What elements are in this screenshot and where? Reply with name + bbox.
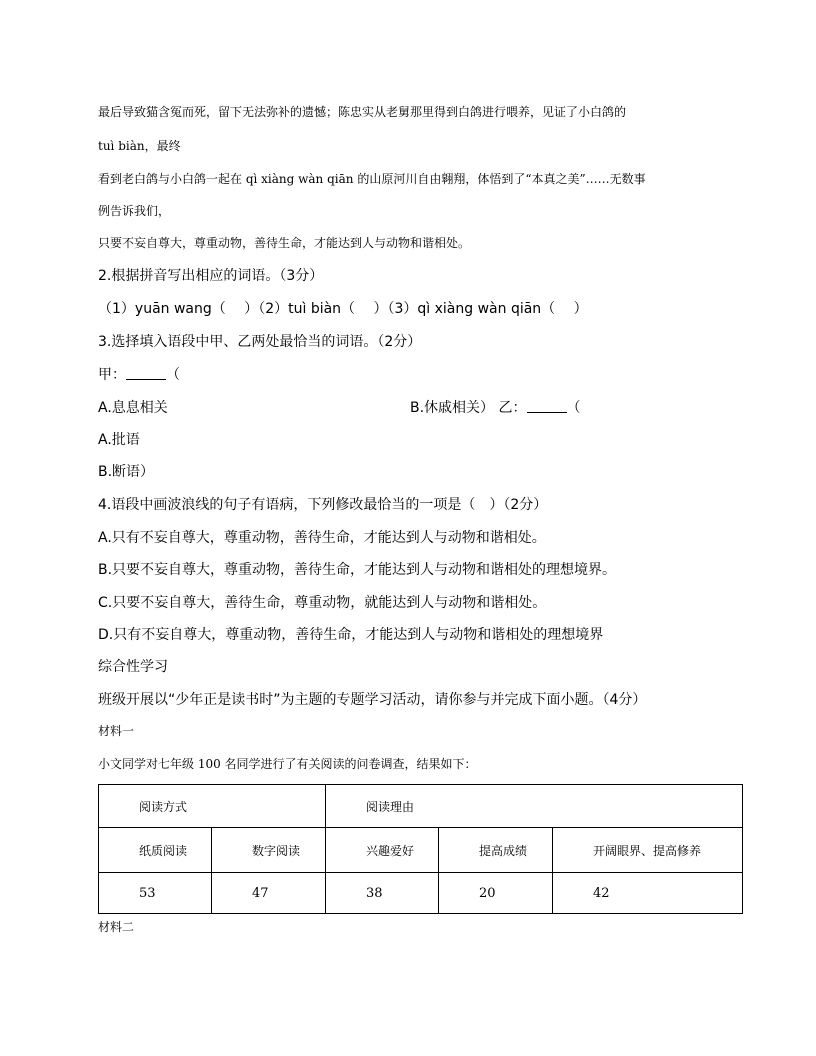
jia-blank [126,367,166,380]
survey-table [98,784,743,914]
question-3-jia [98,364,180,384]
question-4-title: 4.语段中画波浪线的句子有语病，下列修改最恰当的一项是（ ）（2分） [98,497,548,513]
question-4-option-b: B.只要不妄自尊大，尊重动物，善待生命，才能达到人与动物和谐相处的理想境界。 [98,562,617,578]
yi-label: 乙： [498,400,527,416]
yi-open-paren: （ [566,400,581,416]
table-row [99,873,743,914]
material-1-label: 材料一 [98,724,135,738]
yi-blank [527,400,567,413]
column-header: 兴趣爱好 [326,828,439,873]
column-header: 纸质阅读 [99,828,212,873]
table-cell: 53 [99,873,212,914]
passage-line-1: 最后导致猫含冤而死，留下无法弥补的遗憾；陈忠实从老舅那里得到白鸽进行喂养，见证了小白鸽的 [98,105,627,119]
table-group-header-row [99,785,743,828]
jia-open-paren: （ [166,367,180,383]
column-header: 开阔眼界、提高修养 [553,828,743,873]
question-2-title: 2.根据拼音写出相应的词语。（3分） [98,268,324,284]
section-title: 综合性学习 [98,659,168,675]
table-cell: 42 [553,873,743,914]
material-2-label: 材料二 [98,920,135,934]
section-intro: 班级开展以“少年正是读书时”为主题的专题学习活动，请你参与并完成下面小题。（4分） [98,692,647,708]
column-header: 提高成绩 [439,828,553,873]
option-b1-label: B.休戚相关） [410,400,495,416]
table-cell: 38 [326,873,439,914]
question-3-option-a1: A.息息相关 [98,400,168,416]
jia-label: 甲： [98,367,126,383]
passage-line-3: 看到老白鸽与小白鸽一起在 qì xiàng wàn qiān 的山原河川自由翱翔，体悟到了“本真之美”……无数事 [98,172,646,186]
question-4-option-c: C.只要不妄自尊大，善待生命，尊重动物，就能达到人与动物和谐相处。 [98,595,547,611]
table-cell: 20 [439,873,553,914]
passage-line-4: 例告诉我们， [98,204,171,218]
passage-line-5: 只要不妄自尊大，尊重动物，善待生命，才能达到人与动物和谐相处。 [98,236,471,250]
header-reading-reason: 阅读理由 [326,785,743,828]
column-header: 数字阅读 [212,828,326,873]
question-3-option-a2: A.批语 [98,432,140,448]
table-column-header-row [99,828,743,873]
question-4-option-d: D.只有不妄自尊大，尊重动物，善待生命，才能达到人与动物和谐相处的理想境界 [98,627,604,643]
header-reading-mode: 阅读方式 [99,785,326,828]
question-3-title: 3.选择填入语段中甲、乙两处最恰当的词语。（2分） [98,334,422,350]
question-2-items: （1）yuān wang（ ）（2）tuì biàn（ ）（3）qì xiàng wàn qiān（ ） [98,301,588,317]
question-3-option-b2: B.断语） [98,464,155,480]
question-4-option-a: A.只有不妄自尊大，尊重动物，善待生命，才能达到人与动物和谐相处。 [98,530,546,546]
passage-line-2: tuì biàn，最终 [98,139,181,153]
survey-description: 小文同学对七年级 100 名同学进行了有关阅读的问卷调查，结果如下： [98,757,477,771]
table-cell: 47 [212,873,326,914]
question-3-option-b1 [410,397,581,417]
